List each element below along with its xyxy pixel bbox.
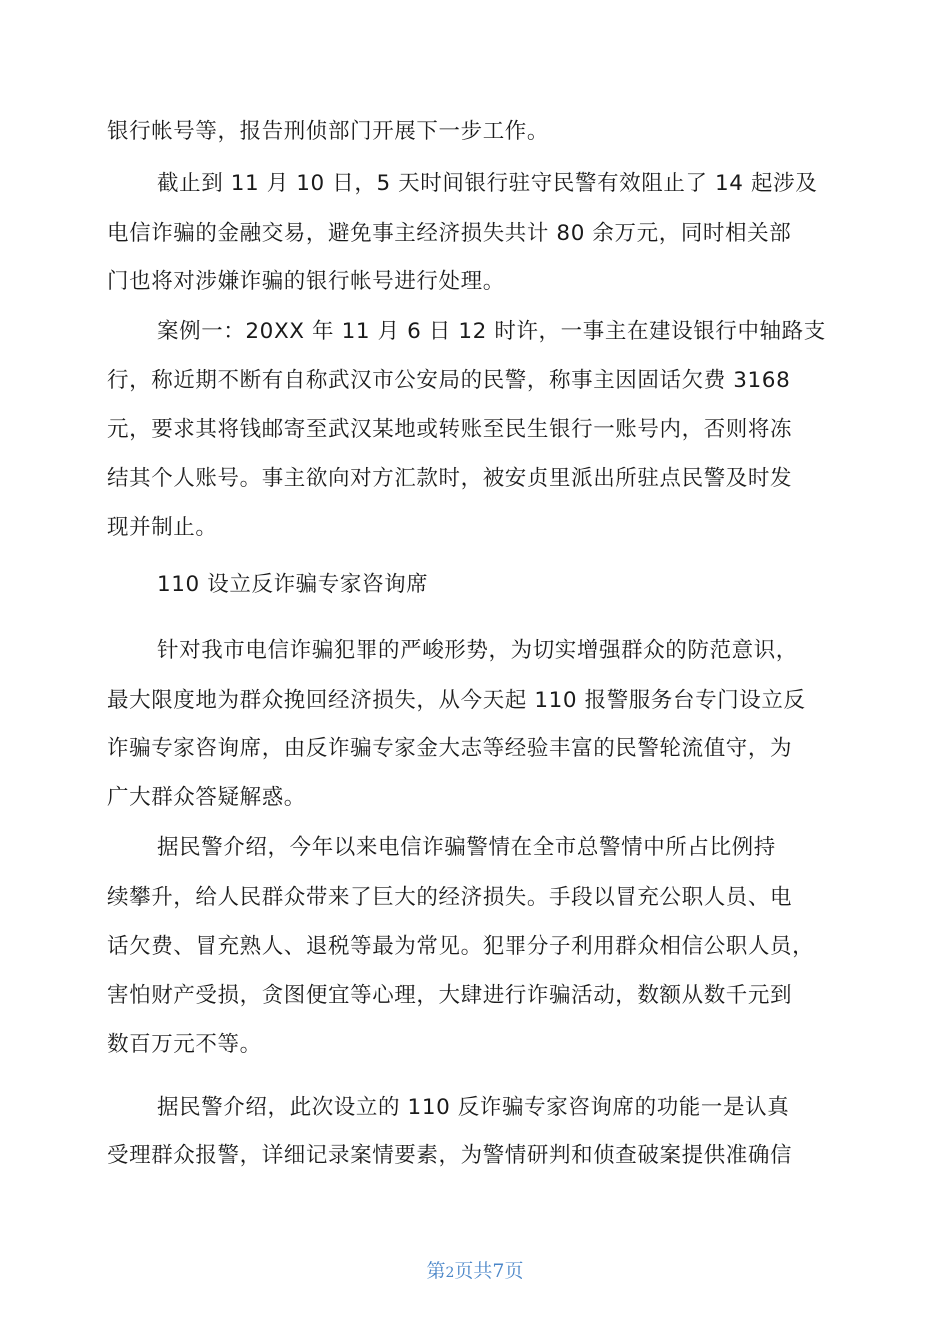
text-line: 现并制止。: [107, 515, 218, 540]
text-line: 据民警介绍，此次设立的 110 反诈骗专家咨询席的功能一是认真: [157, 1095, 790, 1120]
text-line: 最大限度地为群众挽回经济损失，从今天起 110 报警服务台专门设立反: [107, 688, 806, 713]
text-line: 电信诈骗的金融交易，避免事主经济损失共计 80 余万元，同时相关部: [107, 221, 792, 246]
text-line: 害怕财产受损，贪图便宜等心理，大肆进行诈骗活动，数额从数千元到: [107, 983, 793, 1008]
text-line: 针对我市电信诈骗犯罪的严峻形势，为切实增强群众的防范意识，: [157, 638, 798, 663]
text-line: 话欠费、冒充熟人、退税等最为常见。犯罪分子利用群众相信公职人员，: [107, 934, 815, 959]
text-line: 广大群众答疑解惑。: [107, 785, 306, 810]
text-line: 据民警介绍，今年以来电信诈骗警情在全市总警情中所占比例持: [157, 835, 776, 860]
page-footer: [0, 1258, 950, 1286]
text-line: 银行帐号等，报告刑侦部门开展下一步工作。: [107, 119, 550, 144]
section-heading: 110 设立反诈骗专家咨询席: [157, 572, 429, 597]
footer-suffix: 页: [504, 1260, 524, 1282]
text-line: 结其个人账号。事主欲向对方汇款时，被安贞里派出所驻点民警及时发: [107, 466, 793, 491]
footer-prefix: 第: [426, 1260, 446, 1282]
text-line: 案例一：20XX 年 11 月 6 日 12 时许，一事主在建设银行中轴路支: [157, 319, 826, 344]
text-line: 数百万元不等。: [107, 1032, 262, 1057]
text-line: 受理群众报警，详细记录案情要素，为警情研判和侦查破案提供准确信: [107, 1143, 793, 1168]
text-line: 截止到 11 月 10 日，5 天时间银行驻守民警有效阻止了 14 起涉及: [157, 171, 818, 196]
footer-middle: 页共: [454, 1260, 493, 1282]
text-line: 诈骗专家咨询席，由反诈骗专家金大志等经验丰富的民警轮流值守，为: [107, 736, 793, 761]
text-line: 续攀升，给人民群众带来了巨大的经济损失。手段以冒充公职人员、电: [107, 885, 793, 910]
footer-page-number: 2: [445, 1265, 455, 1281]
footer-total-pages: 7: [492, 1260, 505, 1282]
text-line: 元，要求其将钱邮寄至武汉某地或转账至民生银行一账号内，否则将冻: [107, 417, 793, 442]
text-line: 门也将对涉嫌诈骗的银行帐号进行处理。: [107, 269, 505, 294]
text-line: 行，称近期不断有自称武汉市公安局的民警，称事主因固话欠费 3168: [107, 368, 791, 393]
